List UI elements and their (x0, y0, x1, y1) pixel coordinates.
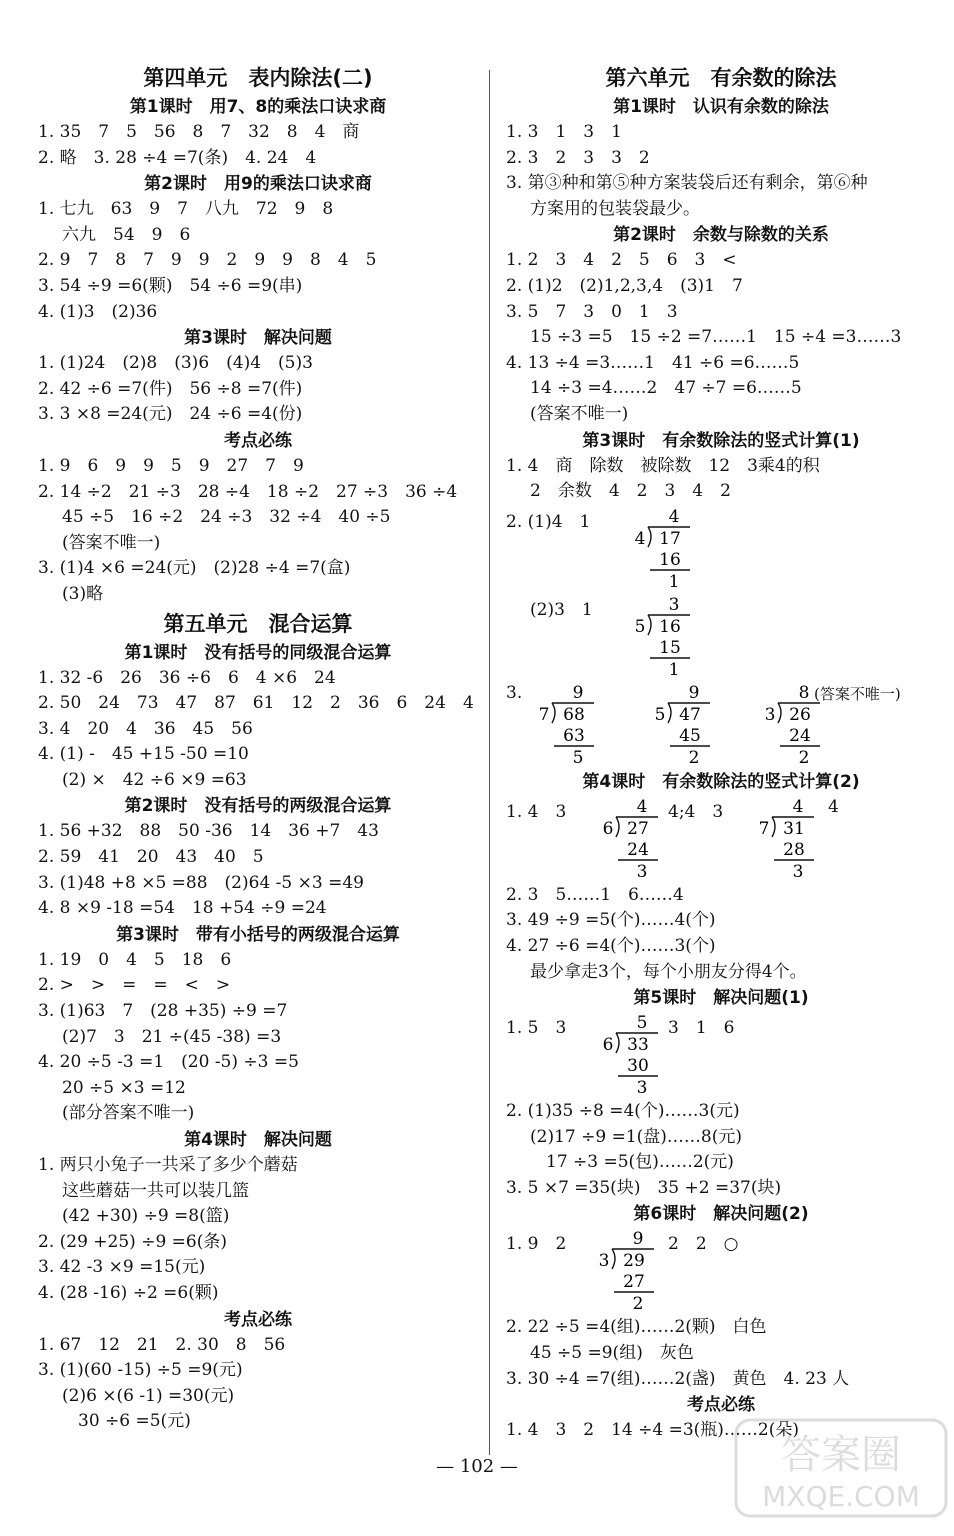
remainder: 3 (636, 1078, 648, 1098)
answer-text: 4 (828, 796, 839, 817)
answer-line: (部分答案不唯一) (62, 1103, 195, 1124)
answer-line: 30 ÷6 =5(元) (78, 1411, 191, 1432)
answer-line: 2. (1)35 ÷8 =4(个)……3(元) (506, 1101, 740, 1122)
r3-q2-part1 (506, 505, 936, 593)
u6-lesson6-title: 第6课时 解决问题(2) (633, 1204, 809, 1225)
product: 63 (563, 725, 585, 746)
u5-practice-title: 考点必练 (224, 1309, 292, 1330)
answer-line: 2. 9 7 8 7 9 9 2 9 9 8 4 5 (38, 250, 377, 271)
answer-line: 2. 3 2 3 3 2 (506, 147, 650, 168)
u5-lesson3-title: 第3课时 带有小括号的两级混合运算 (116, 924, 400, 945)
r3-q3 (506, 681, 936, 769)
answer-text: 4;4 3 (668, 801, 724, 822)
u4-practice-title: 考点必练 (224, 430, 292, 451)
answer-line: (答案不唯一) (530, 403, 629, 424)
u4-lesson2-title: 第2课时 用9的乘法口诀求商 (144, 174, 372, 195)
product: 45 (679, 725, 701, 746)
answer-line: 45 ÷5 16 ÷2 24 ÷3 32 ÷4 40 ÷5 (62, 507, 391, 528)
answer-line: 3. 54 ÷9 =6(颗) 54 ÷6 =9(串) (38, 275, 303, 296)
u6-practice-title: 考点必练 (687, 1395, 755, 1416)
page-number: — 102 — (436, 1456, 518, 1477)
answer-line: 1. 2 3 4 2 5 6 3 < (506, 250, 737, 271)
long-division-svg (530, 681, 594, 767)
divisor: 5 (634, 616, 646, 637)
answer-line: 1. 35 7 5 56 8 7 32 8 4 商 (38, 122, 360, 142)
u6-lesson2-title: 第2课时 余数与除数的关系 (613, 225, 829, 246)
divisor: 7 (538, 704, 550, 725)
long-division (756, 681, 820, 772)
long-division (594, 1011, 658, 1102)
answer-line: 2. (1)2 (2)1,2,3,4 (3)1 7 (506, 275, 743, 296)
answer-text: 1. 5 3 (506, 1018, 567, 1039)
answer-line: 1. 4 商 除数 被除数 12 3乘4的积 (506, 455, 820, 476)
remainder: 1 (668, 571, 680, 591)
dividend: 27 (627, 818, 649, 839)
quotient: 4 (792, 796, 804, 817)
unit5-title: 第五单元 混合运算 (163, 611, 353, 636)
r5-q1 (506, 1011, 936, 1099)
long-division-svg (594, 795, 658, 881)
answer-line: 4. (28 -16) ÷2 =6(颗) (38, 1282, 219, 1303)
answer-text: 1. 4 3 (506, 801, 567, 822)
dividend: 31 (783, 818, 805, 839)
u4-lesson1-title: 第1课时 用7、8的乘法口诀求商 (129, 97, 387, 117)
u5-lesson4-title: 第4课时 解决问题 (184, 1130, 332, 1150)
remainder: 2 (632, 1294, 644, 1314)
quotient: 9 (632, 1229, 644, 1250)
answer-line: 1. 19 0 4 5 18 6 (38, 949, 232, 970)
answer-line: 2. (29 +25) ÷9 =6(条) (38, 1231, 227, 1252)
dividend: 68 (563, 704, 585, 725)
answer-line: 这些蘑菇一共可以装几篮 (62, 1180, 249, 1201)
answer-text: 2. (1)4 1 (506, 511, 591, 532)
answer-line: 2. 14 ÷2 21 ÷3 28 ÷4 18 ÷2 27 ÷3 36 ÷4 (38, 481, 458, 502)
answer-line: 1. 七九 63 9 7 八九 72 9 8 (38, 199, 334, 220)
long-division-svg (756, 681, 820, 767)
u5-lesson1-title: 第1课时 没有括号的同级混合运算 (124, 642, 392, 663)
answer-line: (答案不唯一) (62, 532, 161, 553)
unit4-title: 第四单元 表内除法(二) (143, 66, 373, 90)
long-division (590, 1227, 654, 1318)
long-division (626, 593, 690, 684)
answer-line: 1. 4 3 2 14 ÷4 =3(瓶)……2(朵) (506, 1420, 799, 1441)
long-division-svg (594, 1011, 658, 1097)
dividend: 16 (659, 616, 681, 637)
answer-line: (3)略 (62, 583, 104, 604)
quotient: 5 (636, 1013, 648, 1034)
note-text: (答案不唯一) (814, 684, 901, 703)
answer-line: 2. 42 ÷6 =7(件) 56 ÷8 =7(件) (38, 378, 303, 399)
answer-line: 方案用的包装袋最少。 (530, 198, 700, 219)
product: 27 (623, 1272, 645, 1293)
column-divider (489, 70, 490, 1455)
answer-line: 3. 5 7 3 0 1 3 (506, 301, 678, 322)
quotient: 8 (798, 682, 810, 703)
answer-line: 六九 54 9 6 (62, 224, 191, 245)
dividend: 26 (789, 704, 811, 725)
answer-line: 1. 32 -6 26 36 ÷6 6 4 ×6 24 (38, 667, 336, 688)
long-division-svg (750, 795, 814, 881)
answer-line: 4. 20 ÷5 -3 =1 (20 -5) ÷3 =5 (38, 1052, 299, 1073)
answer-text: 1. 9 2 (506, 1234, 567, 1255)
remainder: 3 (636, 861, 648, 881)
answer-text: 3. (506, 682, 523, 703)
u6-lesson1-title: 第1课时 认识有余数的除法 (613, 97, 829, 117)
answer-line: 4. 8 ×9 -18 =54 18 +54 ÷9 =24 (38, 898, 327, 919)
long-division (646, 681, 710, 772)
product: 24 (789, 725, 811, 746)
bracket-curve (552, 703, 555, 723)
quotient: 4 (668, 506, 680, 527)
u6-lesson4-title: 第4课时 有余数除法的竖式计算(2) (582, 771, 860, 792)
answer-line: 45 ÷5 =9(组) 灰色 (530, 1343, 694, 1364)
remainder: 1 (668, 659, 680, 679)
bracket-curve (668, 703, 671, 723)
long-division-svg (626, 505, 690, 591)
u5-lesson2-title: 第2课时 没有括号的两级混合运算 (124, 796, 392, 817)
bracket-curve (616, 817, 619, 837)
answer-line: 3. 49 ÷9 =5(个)……4(个) (506, 910, 716, 931)
answer-line: 3. 4 20 4 36 45 56 (38, 718, 253, 739)
long-division-svg (646, 681, 710, 767)
quotient: 4 (636, 796, 648, 817)
answer-line: 4. (1) - 45 +15 -50 =10 (38, 744, 249, 765)
answer-line: 2. 59 41 20 43 40 5 (38, 847, 264, 868)
long-division-svg (626, 593, 690, 679)
answer-line: 3. 第③种和第⑤种方案装袋后还有剩余，第⑥种 (506, 173, 868, 194)
answer-line: 最少拿走3个，每个小朋友分得4个。 (530, 961, 807, 982)
u6-lesson3-title: 第3课时 有余数除法的竖式计算(1) (582, 430, 860, 451)
answer-line: (2) × 42 ÷6 ×9 =63 (62, 769, 247, 790)
long-division (750, 795, 814, 886)
watermark-text: 答案圈 (781, 1432, 901, 1478)
bracket-curve (772, 817, 775, 837)
remainder: 2 (798, 747, 810, 767)
answer-line: 17 ÷3 =5(包)……2(元) (546, 1152, 734, 1173)
answer-line: 3. (1)63 7 (28 +35) ÷9 =7 (38, 1001, 288, 1022)
answer-line: 1. 3 1 3 1 (506, 122, 622, 142)
answer-line: (2)17 ÷9 =1(盘)……8(元) (530, 1126, 742, 1147)
u6-lesson5-title: 第5课时 解决问题(1) (633, 988, 809, 1009)
product: 24 (627, 839, 649, 860)
long-division (626, 505, 690, 596)
answer-line: 3. (1)(60 -15) ÷5 =9(元) (38, 1360, 243, 1381)
answer-line: 1. 56 +32 88 50 -36 14 36 +7 43 (38, 821, 379, 842)
divisor: 5 (654, 704, 666, 725)
answer-line: 1. 9 6 9 9 5 9 27 7 9 (38, 455, 304, 476)
divisor: 3 (598, 1251, 610, 1272)
quotient: 9 (572, 682, 584, 703)
answer-line: 2. 略 3. 28 ÷4 =7(条) 4. 24 4 (38, 147, 317, 168)
divisor: 3 (764, 704, 776, 725)
dividend: 17 (659, 528, 681, 549)
divisor: 4 (634, 528, 646, 549)
answer-line: 2. 50 24 73 47 87 61 12 2 36 6 24 4 (38, 693, 474, 714)
left-column (38, 62, 478, 1435)
answer-line: 3. 5 ×7 =35(块) 35 +2 =37(块) (506, 1177, 782, 1198)
answer-text: 3 1 6 (668, 1018, 735, 1039)
dividend: 47 (679, 704, 701, 725)
remainder: 5 (572, 747, 584, 767)
answer-line: 4. (1)3 (2)36 (38, 301, 158, 322)
quotient: 9 (688, 682, 700, 703)
bracket-curve (648, 615, 651, 635)
bracket-curve (778, 703, 781, 723)
answer-line: 3. 30 ÷4 =7(组)……2(盏) 黄色 4. 23 人 (506, 1368, 850, 1389)
answer-line: 4. 27 ÷6 =4(个)……3(个) (506, 935, 716, 956)
remainder: 3 (792, 861, 804, 881)
answer-text: (2)3 1 (530, 599, 593, 620)
divisor: 6 (602, 1035, 614, 1056)
answer-line: 1. 67 12 21 2. 30 8 56 (38, 1334, 286, 1355)
bracket-curve (612, 1249, 615, 1269)
answer-line: 3. (1)48 +8 ×5 =88 (2)64 -5 ×3 =49 (38, 872, 364, 893)
answer-line: 15 ÷3 =5 15 ÷2 =7……1 15 ÷4 =3……3 (530, 327, 902, 348)
product: 30 (627, 1056, 649, 1077)
u4-lesson3-title: 第3课时 解决问题 (184, 328, 332, 349)
long-division (530, 681, 594, 772)
quotient: 3 (668, 594, 680, 615)
answer-line: 1. (1)24 (2)8 (3)6 (4)4 (5)3 (38, 353, 313, 374)
r6-q1 (506, 1227, 936, 1315)
answer-line: 1. 两只小兔子一共采了多少个蘑菇 (38, 1155, 298, 1175)
answer-line: 2 余数 4 2 3 4 2 (530, 481, 731, 502)
answer-line: 3. 42 -3 ×9 =15(元) (38, 1257, 206, 1278)
answer-line: 2. 3 5……1 6……4 (506, 884, 684, 905)
dividend: 33 (627, 1035, 649, 1056)
answer-line: 4. 13 ÷4 =3……1 41 ÷6 =6……5 (506, 352, 800, 373)
divisor: 7 (758, 818, 770, 839)
product: 28 (783, 839, 805, 860)
dividend: 29 (623, 1251, 645, 1272)
remainder: 2 (688, 747, 700, 767)
product: 15 (659, 637, 681, 658)
watermark-url: MXQE.COM (762, 1480, 920, 1513)
divisor: 6 (602, 818, 614, 839)
long-division (594, 795, 658, 886)
bracket-curve (616, 1033, 619, 1053)
answer-line: 2. > > = = < > (38, 975, 231, 996)
answer-line: (2)7 3 21 ÷(45 -38) =3 (62, 1026, 282, 1047)
product: 16 (659, 549, 681, 570)
unit6-title: 第六单元 有余数的除法 (605, 66, 837, 90)
answer-line: 2. 22 ÷5 =4(组)……2(颗) 白色 (506, 1317, 767, 1338)
answer-line: 20 ÷5 ×3 =12 (62, 1077, 186, 1098)
r3-q2-part2 (506, 593, 936, 681)
answer-line: 3. (1)4 ×6 =24(元) (2)28 ÷4 =7(盒) (38, 558, 351, 579)
r4-q1 (506, 795, 936, 883)
watermark-logo (734, 1418, 948, 1518)
bracket-curve (648, 527, 651, 547)
right-column (506, 62, 936, 1444)
answer-line: (2)6 ×(6 -1) =30(元) (62, 1385, 235, 1406)
answer-line: 3. 3 ×8 =24(元) 24 ÷6 =4(份) (38, 404, 303, 425)
answer-line: (42 +30) ÷9 =8(篮) (62, 1206, 230, 1227)
answer-line: 14 ÷3 =4……2 47 ÷7 =6……5 (530, 378, 802, 399)
answer-text: 2 2 ○ (668, 1234, 739, 1255)
long-division-svg (590, 1227, 654, 1313)
